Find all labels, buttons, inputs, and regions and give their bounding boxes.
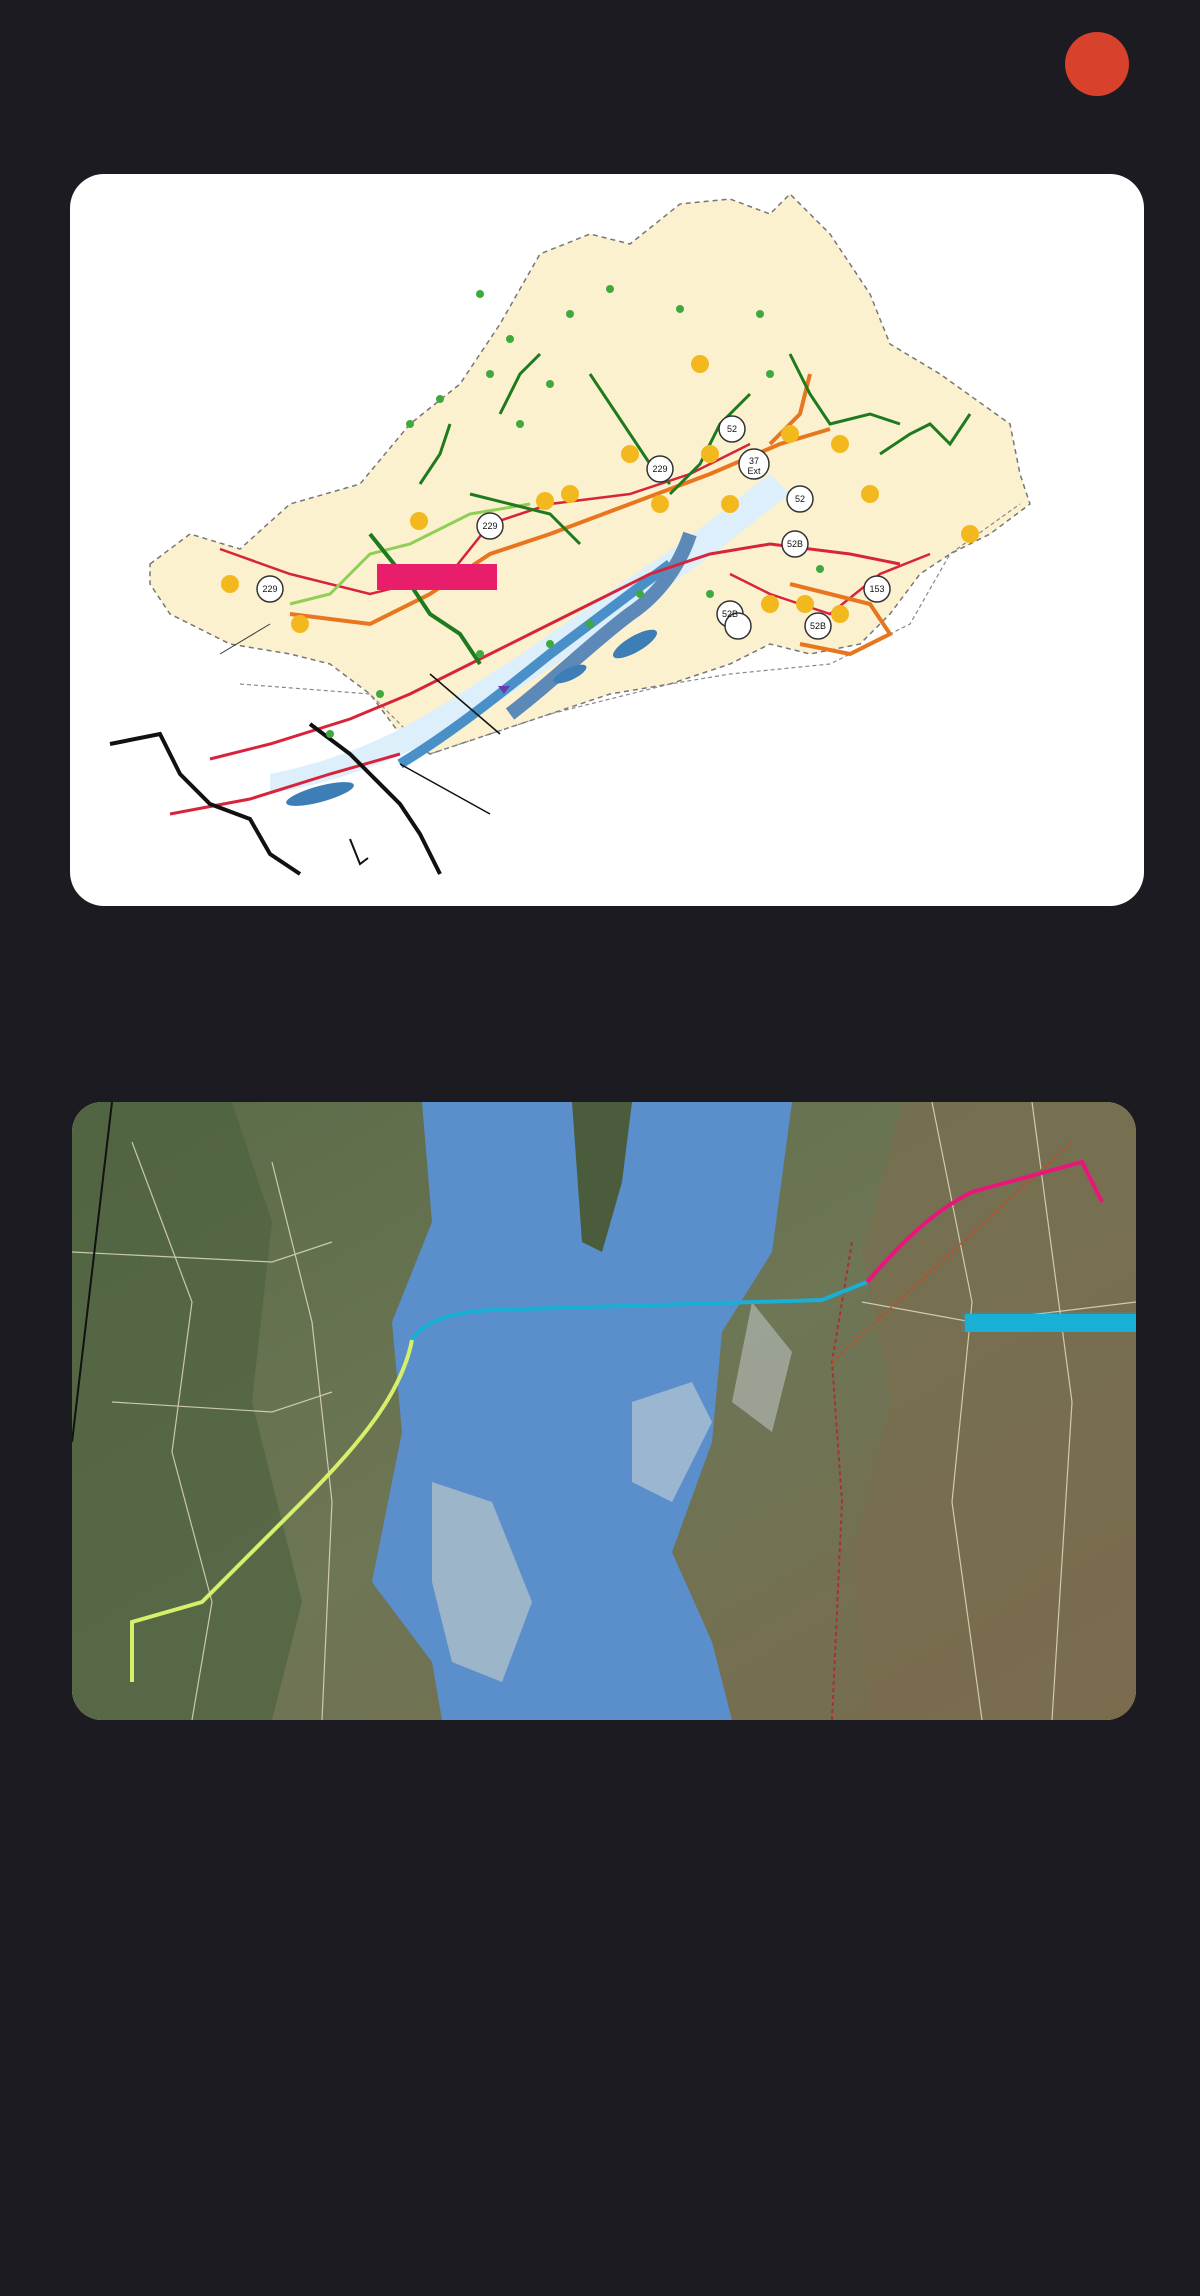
to-silchar-arrow-icon	[350, 839, 368, 864]
theprint-logo	[1065, 32, 1129, 96]
svg-text:153: 153	[869, 584, 885, 594]
itanagar-badge	[377, 564, 497, 590]
svg-text:Ext: Ext	[747, 466, 761, 476]
svg-text:52B: 52B	[809, 621, 827, 631]
east-land	[852, 1102, 1136, 1720]
svg-text:37: 37	[748, 456, 760, 466]
route-pointer	[400, 764, 490, 814]
arunachal-land	[150, 194, 1030, 754]
svg-text:229: 229	[482, 521, 498, 531]
svg-text:229: 229	[652, 464, 668, 474]
svg-text:52: 52	[726, 424, 738, 434]
aerial-map-panel	[72, 1102, 1136, 1720]
svg-text:229: 229	[262, 584, 278, 594]
start-tunnel-badge	[965, 1314, 1136, 1332]
location-map	[70, 174, 1144, 906]
svg-text:52B: 52B	[721, 609, 739, 619]
svg-text:52B: 52B	[786, 539, 804, 549]
aerial-map	[72, 1102, 1136, 1720]
svg-text:52: 52	[794, 494, 806, 504]
location-map-panel	[70, 174, 1144, 906]
black-road-guwahati	[110, 734, 300, 874]
